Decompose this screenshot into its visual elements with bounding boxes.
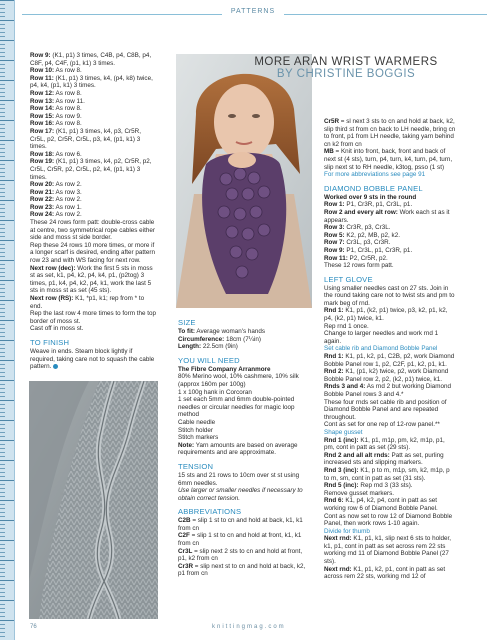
paragraph: Rep the last row 4 more times to form the top border of moss st. [30,310,156,325]
pattern-row: Row 14: As row 8. [30,105,82,113]
pattern-row: Row 22: As row 2. [30,196,82,204]
pattern-row: Rnd 2: K1, (p1, k2) twice, p2, work Diamond Bobble Panel row 2, p2, (k2, p1) twice, k1. [324,368,449,383]
row-list [30,52,158,219]
model-photo [176,54,312,308]
pattern-row: Row 2 and every alt row: Work each st as it appears. [324,208,450,224]
bobble-heading: DIAMOND BOBBLE PANEL [324,183,423,193]
pattern-row: Row 1: P1, Cr3R, p1, Cr3L, p1. [324,201,413,209]
pattern-row: Row 18: As row 6. [30,150,82,158]
section-label: PATTERNS [230,8,276,15]
abbreviation-list [178,517,306,578]
pattern-row: Row 19: (K1, p1) 3 times, k4, p2, Cr5R, p2, Cr5L, Cr5R, p2, Cr5L, p2, k4, (p1, k1) 3 times. [30,158,152,181]
pattern-row: Row 10: As row 8. [30,67,82,75]
tension-heading: TENSION [178,461,214,471]
pattern-row: Row 23: As row 1. [30,203,82,211]
pattern-row: C2B = slip 1 st to cn and hold at back, k1, k1 from cn [178,517,303,532]
paragraph: These 24 rows form patt: double-cross cable at centre, two symmetrical rope cables either side and moss st side border. [30,219,155,242]
title-line: MORE ARAN WRIST WARMERS [254,56,438,68]
pattern-row: Row 20: As row 2. [30,181,82,189]
pattern-row: Rnds 3 and 4: As rnd 2 but working Diamond Bobble Panel rows 3 and 4.* [324,383,452,398]
finish-heading: TO FINISH [30,337,70,347]
pattern-row: Row 3: Cr3R, p3, Cr3L. [324,224,391,232]
set-rows [324,353,456,399]
instruction: Next row (RS): K1, *p1, k1; rep from * to end. [30,295,145,310]
pattern-row: Rnd 2 and all alt rnds: Patt as set, purling increased sts and slipping markers. [324,451,444,467]
subheading: Set cable rib and Diamond Bobble Panel [324,345,438,353]
website: knittingmag.com [212,624,286,630]
gusset-rows [324,437,456,490]
instruction: Next row (dec): Work the first 5 sts in moss st as set, k1, p4, k2, p4, k4, p1, (p2tog) 3 times, p1, k4, p4, k2, p4, k1, work the last 5 sts in moss st as set (45 sts). [30,264,153,295]
pattern-row: Row 5: K2, p2, MB, p2, k2. [324,231,400,239]
glove-heading: LEFT GLOVE [324,274,373,284]
pattern-row: Rnd 1 (inc): K1, p1, m1p, pm, k2, m1p, p1, pm, cont in patt as set (29 sts). [324,436,445,452]
pattern-row: Row 24: As row 2. [30,211,82,219]
left-ruler [0,0,15,640]
pattern-row: C2F = slip 1 st to cn and hold at front, k1, k1 from cn [178,532,302,548]
pattern-column-3: Cr5R = sl next 3 sts to cn and hold at back, k2, slip third st from cn back to LH needle, bring cn to front, p1 from LH needle, taking yarn behind cn k2 from cn MB = Knit into front, back, front and back of next st (4 sts), turn, p4, turn, k4, turn, p4, turn, slip next st to RH needle, k3tog, psso (1 st) For more abbreviations see page 91 DIAMOND BOBBLE PANEL Worked over 9 sts in the round Row 1: P1, Cr3R, p1, Cr3L, p1. Row 2 and every alt row: Work each st as it appears. Row 3: Cr3R, p3, Cr3L. Row 5: K2, p2, MB, p2, k2. Row 7: Cr3L, p3, Cr3R. Row 9: P1, Cr3L, p1, Cr3R, p1. Row 11: P2, Cr5R, p2. These 12 rows form patt. LEFT GLOVE Using smaller needles cast on 27 sts. Join in the round taking care not to twist sts and pm to mark beg of rnd. Rnd 1: K1, p1, (k2, p1) twice, p3, k2, p1, k2, p4, (k2, p1) twice, k1. Rep rnd 1 once. Change to larger needles and work rnd 1 again. Set cable rib and Diamond Bobble Panel Rnd 1: K1, p1, k2, p1, C2B, p2, work Diamond Bobble Panel row 1, p2, C2F, p1, k2, p1, k1. Rnd 2: K1, (p1, k2) twice, p2, work Diamond Bobble Panel row 2, p2, (k2, p1) twice, k1. Rnds 3 and 4: As rnd 2 but working Diamond Bobble Panel rows 3 and 4.* These four rnds set cable rib and position of Diamond Bobble Panel and are repeated throughout. Cont as set for one rep of 12-row panel.** Shape gusset Rnd 1 (inc): K1, p1, m1p, pm, k2, m1p, p1, pm, cont in patt as set (29 sts). Rnd 2 and all alt rnds: Patt as set, purling increased sts and slipping markers. Rnd 3 (inc): K1, p to m, m1p, sm, k2, m1p, p to m, sm, cont in patt as set (31 sts). Rnd 5 (inc): Rep rnd 3 (33 sts). Remove gusset markers. Rnd 6: K1, p4, k2, p4, cont in patt as set working row 6 of Diamond Bobble Panel. Cont as now set to row 12 of Diamond Bobble Panel, then work rows 1-10 again. Divide for thumb Next rnd: K1, p1, k1, slip next 6 sts to holder, k1, p1, cont in patt as set across rem 22 sts working rnd 11 of Diamond Bobble Panel (27 sts). Next rnd: K1, p1, k2, p1, cont in patt as set across rem 22 sts, working rnd 12 of [324,118,456,581]
pattern-row: Row 15: As row 9. [30,112,82,120]
pattern-row: Row 21: As row 3. [30,188,82,196]
more-abbreviations-link: For more abbreviations see page 91 [324,171,426,179]
pattern-row: Cr3L = slip next 2 sts to cn and hold at front, p1, k2 from cn [178,547,303,563]
pattern-row: Row 11: P2, Cr5R, p2. [324,254,388,262]
pattern-row: Row 11: (K1, p1) 3 times, k4, (p4, k8) twice, p4, k4, (p1, k1) 3 times. [30,74,153,90]
page-footer [22,624,487,634]
subheading: Divide for thumb [324,527,370,535]
pattern-row: Row 9: P1, Cr3L, p1, Cr3R, p1. [324,246,413,254]
pattern-column-1 [30,52,158,371]
bobble-rows [324,201,456,262]
pattern-row: Cr3R = slip next st to cn and hold at back, k2, p1 from cn [178,562,306,578]
pattern-row: Row 17: (K1, p1) 3 times, k4, p3, Cr5R, Cr5L, p2, Cr5R, Cr5L, p3, k4, (p1, k1) 3 times. [30,127,141,151]
subheading: Shape gusset [324,428,363,436]
finish-text: Weave in ends. Steam block lightly if required, taking care not to squash the cable pattern. [30,347,155,371]
pattern-row: Rnd 1: K1, p1, k2, p1, C2B, p2, work Diamond Bobble Panel row 1, p2, C2F, p1, k2, p1, k1. [324,353,455,368]
end-dot-icon [53,364,58,369]
pattern-row: Row 13: As row 11. [30,97,85,105]
scarf-photo [29,381,158,619]
pattern-row: Row 9: (K1, p1) 3 times, C4B, p4, C8B, p4, C8F, p4, C4F, (p1, k1) 3 times. [30,52,152,67]
pattern-row: Row 7: Cr3L, p3, Cr3R. [324,239,391,247]
paragraph: Cast off in moss st. [30,325,84,333]
pattern-row: Row 12: As row 8. [30,89,82,97]
pattern-row: Rnd 3 (inc): K1, p to m, m1p, sm, k2, m1p, p to m, sm, cont in patt as set (31 sts). [324,466,450,482]
paragraph: Rep these 24 rows 10 more times, or more if a longer scarf is desired, ending after pattern row 23 and with WS facing for next row. [30,241,155,265]
section-header [22,8,487,20]
pattern-column-2: SIZE To fit: Average woman's hands Circumference: 18cm (7¼in) Length: 22.5cm (9in) YOU WILL NEED The Fibre Company Arranmore 80% Merino wool, 10% cashmere, 10% silk (approx 160m per 100g) 1 x 100g hank in Corcoran 1 set each 5mm and 6mm double-pointed needles or circular needles for magic loop method Cable needle Stitch holder Stitch markers Note: Yarn amounts are based on average requirements and are approximate. TENSION 15 sts and 21 rows to 10cm over st st using 6mm needles. Use larger or smaller needles if necessary to obtain correct tension. ABBREVIATIONS C2B = slip 1 st to cn and hold at back, k1, k1 from cn C2F = slip 1 st to cn and hold at front, k1, k1 from cn Cr3L = slip next 2 sts to cn and hold at front, p1, k2 from cn Cr3R = slip next st to cn and hold at back, k2, p1 from cn [178,318,306,578]
pattern-row: Rnd 5 (inc): Rep rnd 3 (33 sts). [324,482,413,490]
pattern-row: Row 16: As row 8. [30,120,82,128]
article-title [226,56,466,80]
abbreviations-heading: ABBREVIATIONS [178,507,242,517]
size-heading: SIZE [178,318,196,327]
byline: BY CHRISTINE BOGGIS [276,68,416,80]
page-number: 76 [30,624,37,630]
materials-heading: YOU WILL NEED [178,355,240,365]
